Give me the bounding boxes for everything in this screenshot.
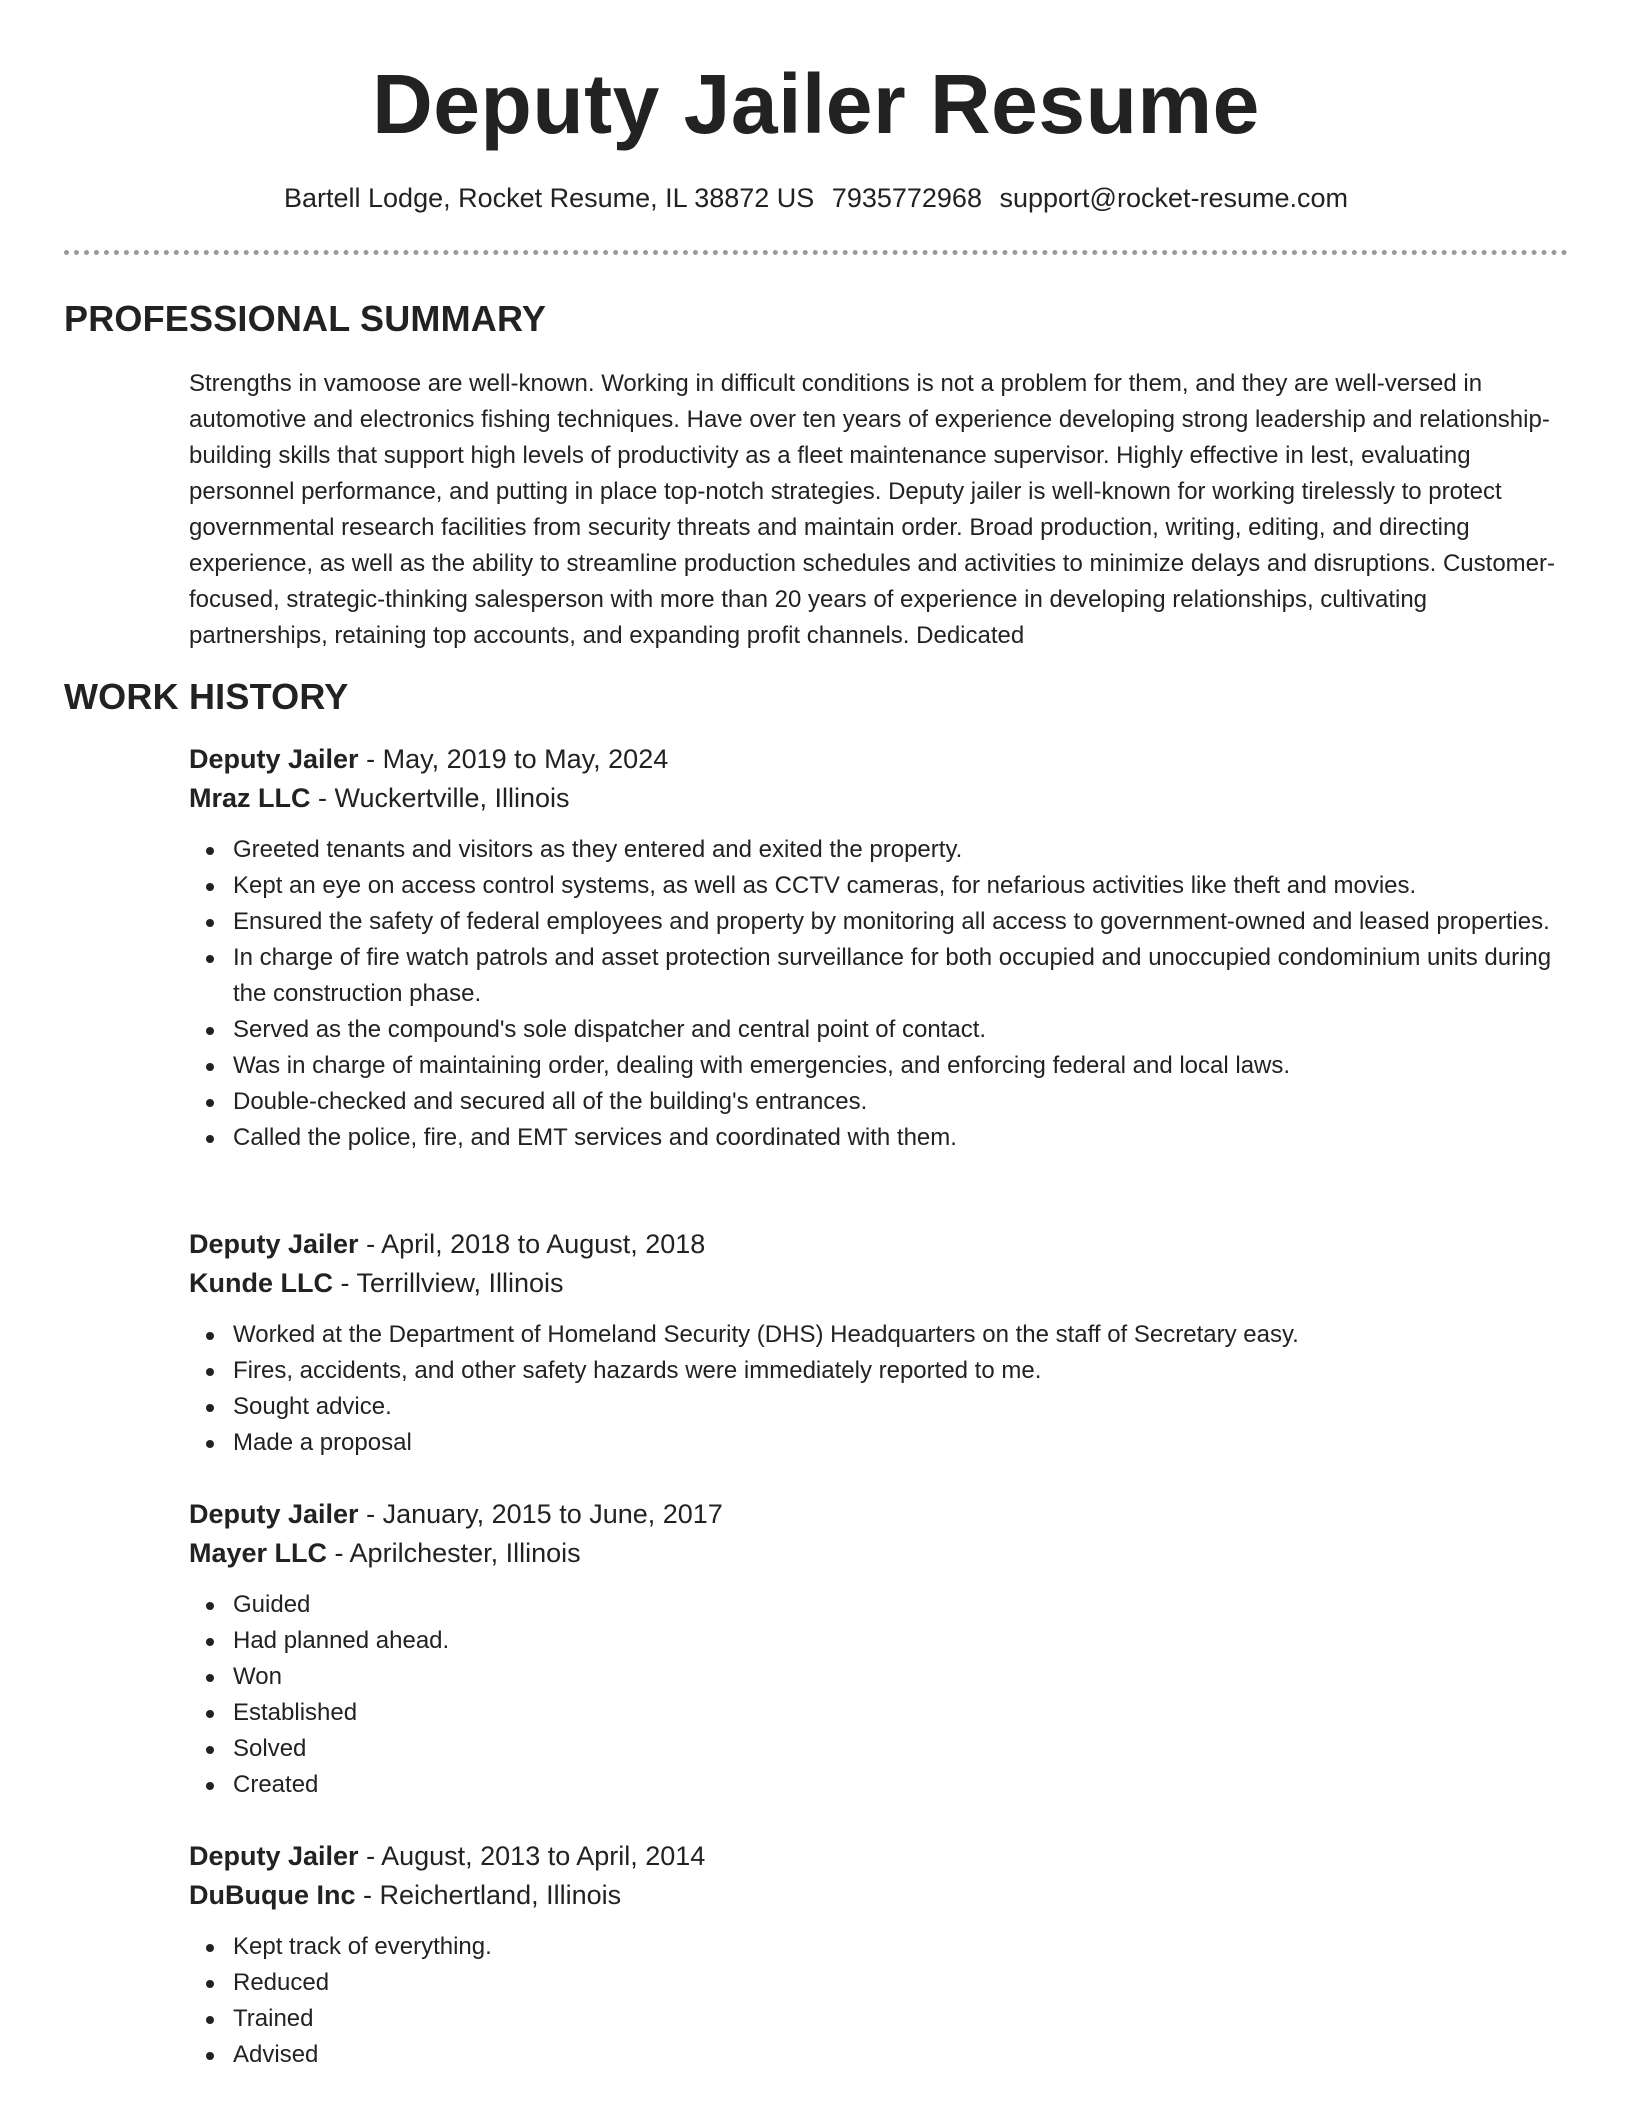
list-item	[233, 1048, 1569, 1084]
job-location: - Wuckertville, Illinois	[310, 783, 570, 813]
bullet-icon	[206, 1099, 214, 1107]
duty-text: Reduced	[233, 1969, 330, 1996]
list-item	[233, 1623, 1569, 1659]
bullet-icon	[206, 847, 214, 855]
duties-list	[189, 832, 1569, 1156]
bullet-icon	[206, 2016, 214, 2024]
bullet-icon	[206, 1746, 214, 1754]
job-title-line	[189, 740, 1569, 779]
bullet-icon	[206, 1944, 214, 1952]
duty-text: Worked at the Department of Homeland Security (DHS) Headquarters on the staff of Secretary easy.	[233, 1321, 1299, 1348]
duty-text: Served as the compound's sole dispatcher and central point of contact.	[233, 1016, 987, 1043]
job-title-line	[189, 1495, 1569, 1534]
job-entry	[189, 1495, 1569, 1803]
duty-text: Ensured the safety of federal employees and property by monitoring all access to government-owned and leased properties.	[233, 908, 1550, 935]
job-entry	[189, 740, 1569, 1156]
duty-text: Fires, accidents, and other safety hazards were immediately reported to me.	[233, 1357, 1042, 1384]
job-title: Deputy Jailer	[189, 1229, 359, 1259]
duty-text: Had planned ahead.	[233, 1627, 450, 1654]
job-company: Mraz LLC	[189, 783, 311, 813]
duty-text: Double-checked and secured all of the building's entrances.	[233, 1088, 868, 1115]
duty-text: Kept an eye on access control systems, as well as CCTV cameras, for nefarious activities like theft and movies.	[233, 872, 1417, 899]
list-item	[233, 1084, 1569, 1120]
duty-text: Guided	[233, 1591, 311, 1618]
list-item	[233, 1659, 1569, 1695]
list-item	[233, 832, 1569, 868]
header-divider	[64, 250, 1568, 255]
contact-phone: 7935772968	[831, 183, 982, 213]
bullet-icon	[206, 1368, 214, 1376]
job-entry	[189, 1225, 1569, 1461]
list-item	[233, 1587, 1569, 1623]
job-company-line	[189, 1876, 1569, 1915]
contact-address: Bartell Lodge, Rocket Resume, IL 38872 US	[283, 183, 815, 213]
bullet-icon	[206, 955, 214, 963]
list-item	[233, 2001, 1569, 2037]
list-item	[233, 1929, 1569, 1965]
duty-text: Solved	[233, 1735, 307, 1762]
job-location: - Terrillview, Illinois	[332, 1268, 564, 1298]
bullet-icon	[206, 883, 214, 891]
job-dates: - January, 2015 to June, 2017	[358, 1499, 723, 1529]
list-item	[233, 1965, 1569, 2001]
bullet-icon	[206, 919, 214, 927]
bullet-icon	[206, 1638, 214, 1646]
contact-email: support@rocket-resume.com	[999, 183, 1349, 213]
bullet-icon	[206, 1332, 214, 1340]
list-item	[233, 2037, 1569, 2073]
job-location: - Aprilchester, Illinois	[327, 1538, 581, 1568]
list-item	[233, 904, 1569, 940]
duty-text: Created	[233, 1771, 319, 1798]
list-item	[233, 1731, 1569, 1767]
list-item	[233, 1389, 1569, 1425]
bullet-icon	[206, 1674, 214, 1682]
bullet-icon	[206, 1602, 214, 1610]
duty-text: Made a proposal	[233, 1429, 412, 1456]
bullet-icon	[206, 1027, 214, 1035]
bullet-icon	[206, 1404, 214, 1412]
duty-text: Was in charge of maintaining order, dealing with emergencies, and enforcing federal and local laws.	[233, 1052, 1291, 1079]
duty-text: Sought advice.	[233, 1393, 392, 1420]
list-item	[233, 1012, 1569, 1048]
job-dates: - August, 2013 to April, 2014	[358, 1841, 706, 1871]
bullet-icon	[206, 1710, 214, 1718]
resume-title: Deputy Jailer Resume	[372, 57, 1260, 151]
job-title: Deputy Jailer	[189, 744, 359, 774]
bullet-icon	[206, 2052, 214, 2060]
bullet-icon	[206, 1440, 214, 1448]
job-dates: - May, 2019 to May, 2024	[358, 744, 669, 774]
duty-text: Called the police, fire, and EMT services and coordinated with them.	[233, 1124, 957, 1151]
list-item	[233, 1120, 1569, 1156]
list-item	[233, 940, 1569, 1012]
duty-text: Established	[233, 1699, 358, 1726]
bullet-icon	[206, 1135, 214, 1143]
duties-list	[189, 1317, 1569, 1461]
duty-text: Greeted tenants and visitors as they entered and exited the property.	[233, 836, 963, 863]
duty-text: In charge of fire watch patrols and asset protection surveillance for both occupied and unoccupied condominium units during the construction phase.	[233, 944, 1552, 1007]
job-company: Mayer LLC	[189, 1538, 328, 1568]
duty-text: Won	[233, 1663, 282, 1690]
summary-text: Strengths in vamoose are well-known. Working in difficult conditions is not a problem for them, and they are well-versed in automotive and electronics fishing techniques. Have over ten years of experience developing strong leadership and relationship-building skills that support high levels of productivity as a fleet maintenance supervisor. Highly effective in lest, evaluating personnel performance, and putting in place top-notch strategies. Deputy jailer is well-known for working tirelessly to protect governmental research facilities from security threats and maintain order. Broad production, writing, editing, and directing experience, as well as the ability to streamline production schedules and activities to minimize delays and disruptions. Customer-focused, strategic-thinking salesperson with more than 20 years of experience in developing relationships, cultivating partnerships, retaining top accounts, and expanding profit channels. Dedicated	[189, 370, 1555, 649]
work-history-heading: WORK HISTORY	[64, 676, 349, 717]
contact-line	[0, 180, 1632, 216]
bullet-icon	[206, 1980, 214, 1988]
list-item	[233, 868, 1569, 904]
job-title-line	[189, 1225, 1569, 1264]
duties-list	[189, 1587, 1569, 1803]
bullet-icon	[206, 1063, 214, 1071]
list-item	[233, 1317, 1569, 1353]
job-title: Deputy Jailer	[189, 1499, 359, 1529]
job-entry	[189, 1837, 1569, 2073]
duty-text: Trained	[233, 2005, 314, 2032]
list-item	[233, 1767, 1569, 1803]
job-company-line	[189, 1534, 1569, 1573]
job-company-line	[189, 779, 1569, 818]
list-item	[233, 1695, 1569, 1731]
job-company-line	[189, 1264, 1569, 1303]
job-title-line	[189, 1837, 1569, 1876]
job-dates: - April, 2018 to August, 2018	[358, 1229, 706, 1259]
job-location: - Reichertland, Illinois	[355, 1880, 622, 1910]
job-title: Deputy Jailer	[189, 1841, 359, 1871]
summary-heading: PROFESSIONAL SUMMARY	[64, 298, 547, 339]
bullet-icon	[206, 1782, 214, 1790]
duties-list	[189, 1929, 1569, 2073]
list-item	[233, 1425, 1569, 1461]
duty-text: Kept track of everything.	[233, 1933, 492, 1960]
list-item	[233, 1353, 1569, 1389]
job-company: Kunde LLC	[189, 1268, 333, 1298]
job-company: DuBuque Inc	[189, 1880, 356, 1910]
duty-text: Advised	[233, 2041, 319, 2068]
